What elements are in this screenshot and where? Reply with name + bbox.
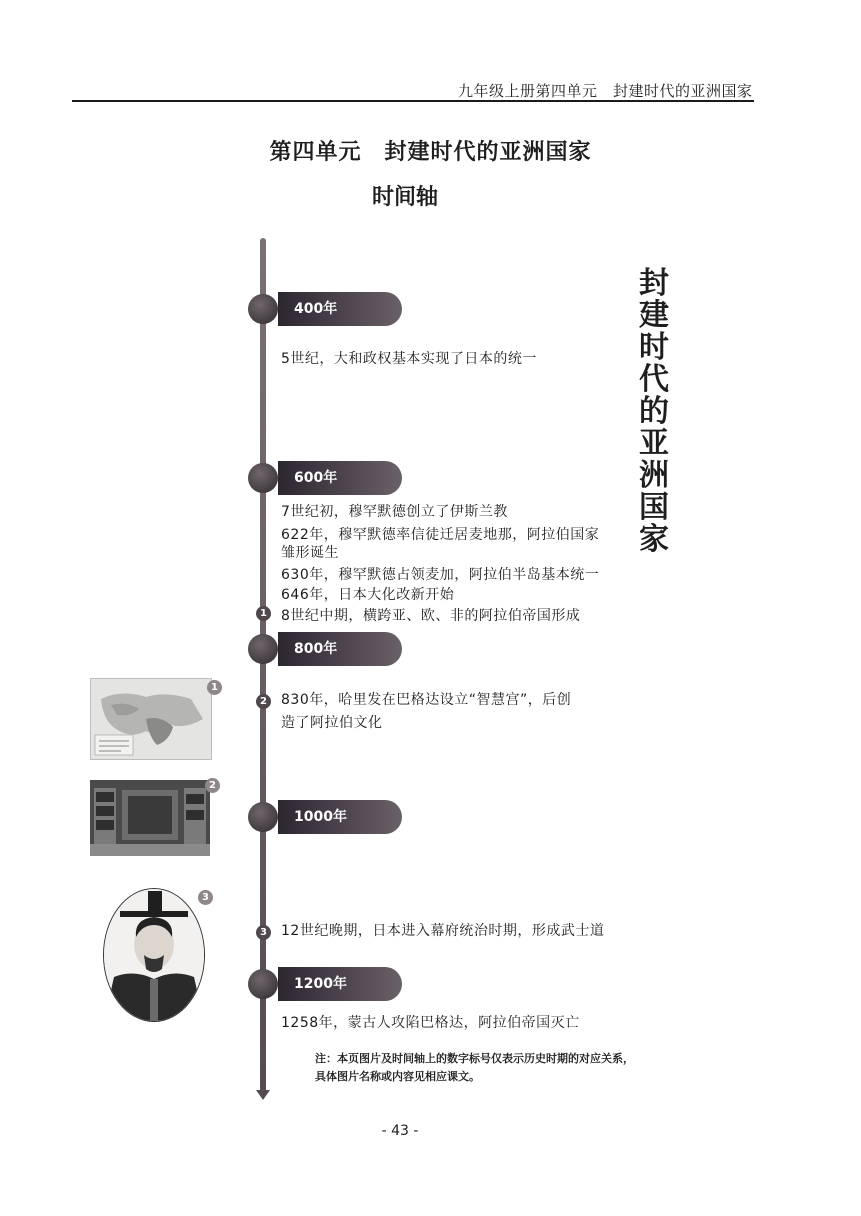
year-dot — [248, 463, 278, 493]
arab-empire-map-image — [90, 678, 212, 760]
event-item: 12世纪晚期，日本进入幕府统治时期，形成武士道 — [281, 923, 605, 939]
marker-1-icon: 1 — [256, 606, 271, 621]
event-item: 646年，日本大化改新开始 — [281, 587, 455, 603]
year-dot — [248, 294, 278, 324]
event-item: 8世纪中期，横跨亚、欧、非的阿拉伯帝国形成 — [281, 608, 581, 624]
house-of-wisdom-image — [90, 780, 210, 856]
timeline-title: 时间轴 — [371, 185, 438, 210]
vertical-title-char: 的 — [639, 394, 669, 429]
event-item: 622年，穆罕默德率信徒迁居麦地那，阿拉伯国家 — [281, 527, 600, 543]
page-number: - 43 - — [381, 1123, 419, 1139]
event-item: 造了阿拉伯文化 — [281, 715, 383, 731]
event-item: 1258年，蒙古人攻陷巴格达，阿拉伯帝国灭亡 — [281, 1015, 580, 1031]
year-label-1200: 1200年 — [278, 967, 402, 1001]
year-dot — [248, 634, 278, 664]
event-item: 雏形诞生 — [281, 545, 339, 561]
unit-title: 第四单元 封建时代的亚洲国家 — [269, 140, 592, 165]
year-label-800: 800年 — [278, 632, 402, 666]
timeline-arrow-icon — [256, 1090, 270, 1100]
event-item: 5世纪，大和政权基本实现了日本的统一 — [281, 351, 537, 367]
footnote-line: 注：本页图片及时间轴上的数字标号仅表示历史时期的对应关系， — [315, 1052, 634, 1065]
vertical-title-char: 封 — [639, 266, 669, 301]
vertical-title-char: 家 — [639, 522, 669, 557]
vertical-title-char: 国 — [639, 490, 669, 525]
year-dot — [248, 969, 278, 999]
vertical-title-char: 建 — [639, 298, 669, 333]
samurai-portrait-image — [103, 888, 205, 1022]
footnote-line: 具体图片名称或内容见相应课文。 — [315, 1070, 480, 1083]
year-label-400: 400年 — [278, 292, 402, 326]
image-badge-1-icon: 1 — [207, 680, 222, 695]
marker-2-icon: 2 — [256, 694, 271, 709]
vertical-title-char: 洲 — [639, 458, 669, 493]
image-badge-2-icon: 2 — [205, 778, 220, 793]
footnote — [315, 1050, 634, 1086]
vertical-title-char: 亚 — [639, 426, 669, 461]
event-item: 630年，穆罕默德占领麦加，阿拉伯半岛基本统一 — [281, 567, 600, 583]
event-item: 7世纪初，穆罕默德创立了伊斯兰教 — [281, 504, 508, 520]
marker-3-icon: 3 — [256, 925, 271, 940]
vertical-title-char: 时 — [639, 330, 669, 365]
header-rule — [72, 100, 754, 102]
year-dot — [248, 802, 278, 832]
event-item: 830年，哈里发在巴格达设立“智慧宫”，后创 — [281, 692, 572, 708]
vertical-title — [632, 268, 676, 556]
vertical-title-char: 代 — [639, 362, 669, 397]
year-label-1000: 1000年 — [278, 800, 402, 834]
year-label-600: 600年 — [278, 461, 402, 495]
timeline-axis — [260, 238, 266, 1093]
running-header: 九年级上册第四单元 封建时代的亚洲国家 — [458, 82, 753, 100]
image-badge-3-icon: 3 — [198, 890, 213, 905]
